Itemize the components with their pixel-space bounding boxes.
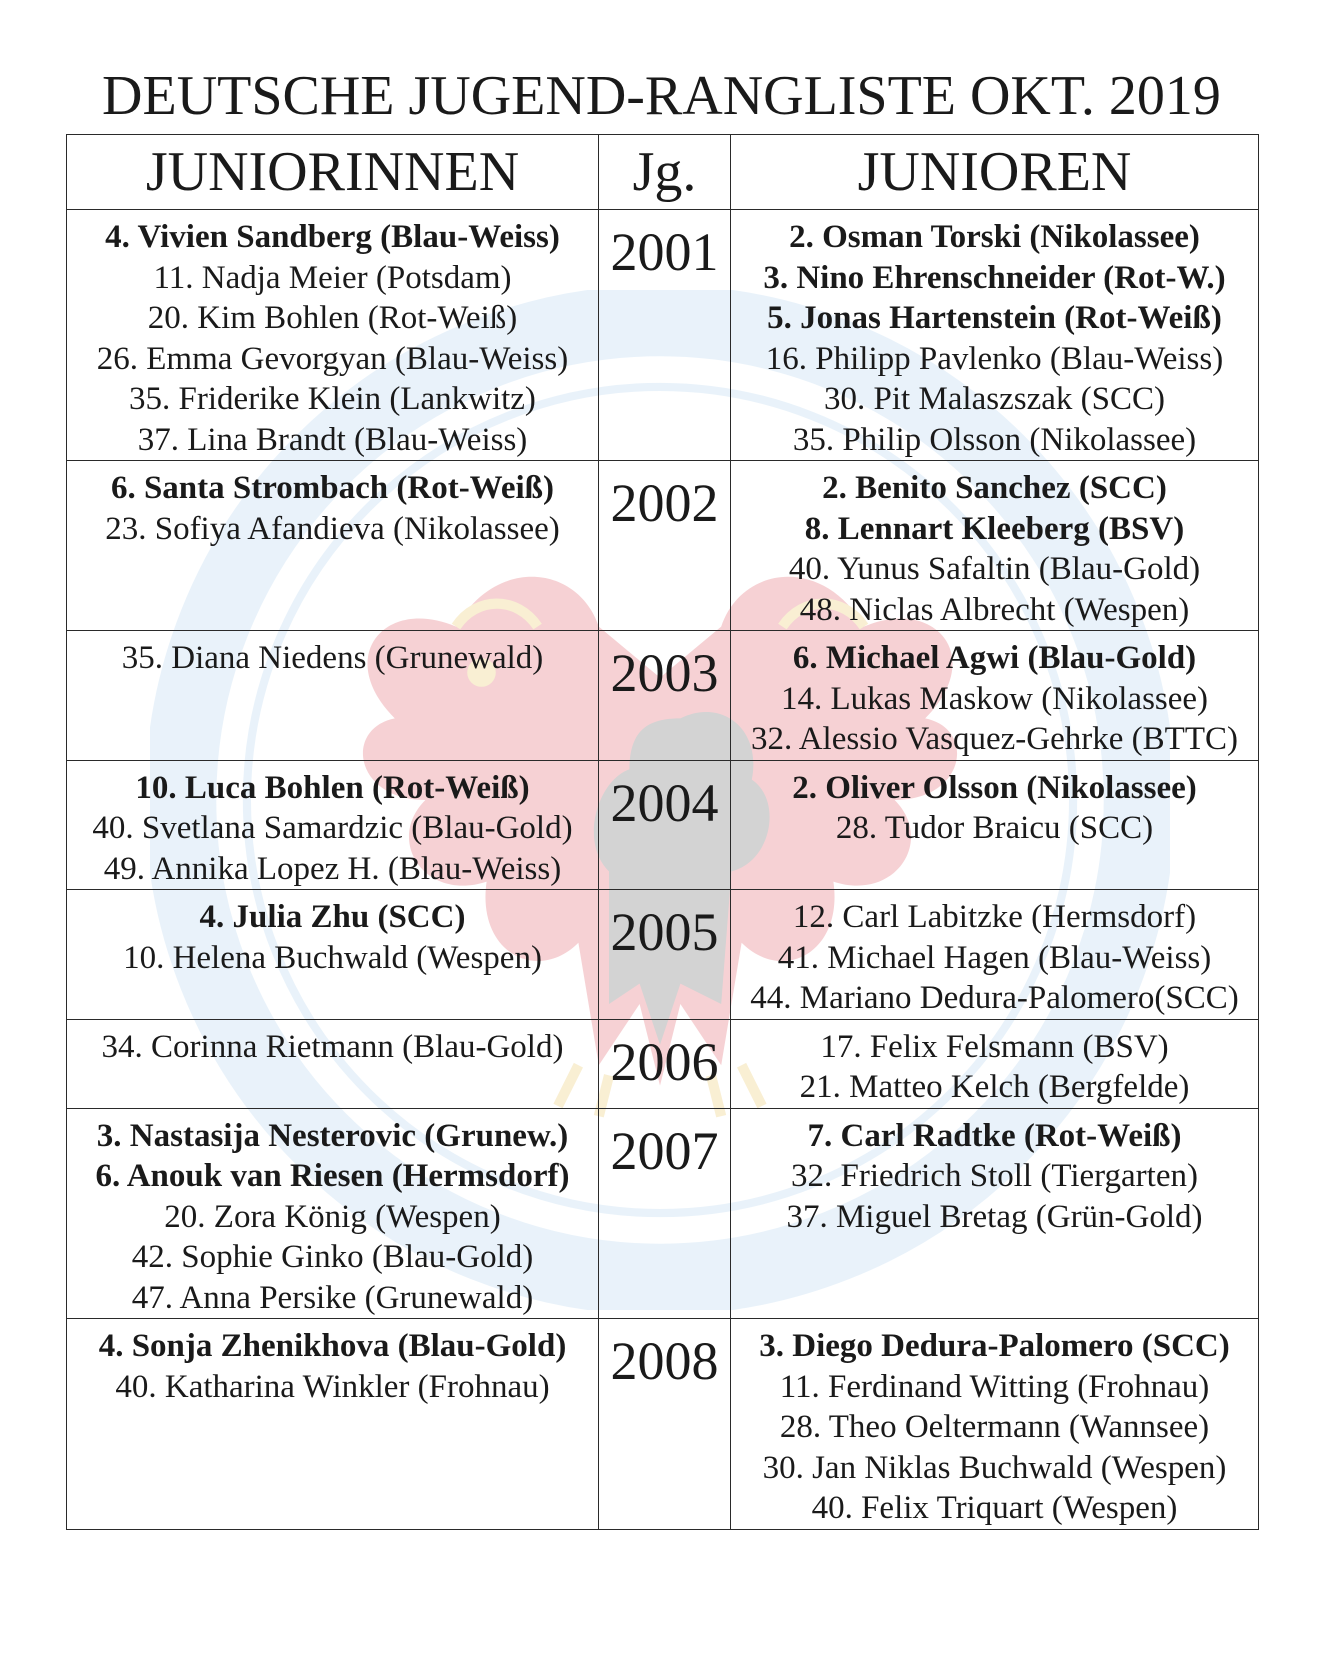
year-cell: 2006 [599, 1019, 731, 1108]
table-row [67, 210, 1259, 461]
table-row [67, 631, 1259, 761]
player-entry: 30. Jan Niklas Buchwald (Wespen) [762, 1449, 1227, 1486]
player-entry: 37. Lina Brandt (Blau-Weiss) [137, 421, 528, 458]
player-entry: 5. Jonas Hartenstein (Rot-Weiß) [767, 300, 1222, 336]
juniorinnen-cell [67, 461, 599, 631]
player-entry: 4. Sonja Zhenikhova (Blau-Gold) [98, 1328, 567, 1364]
year-cell: 2003 [599, 631, 731, 761]
player-entry: 10. Luca Bohlen (Rot-Weiß) [135, 769, 530, 806]
player-entry: 42. Sophie Ginko (Blau-Gold) [131, 1239, 534, 1275]
year-cell: 2001 [599, 210, 731, 461]
player-entry: 40. Svetlana Samardzic (Blau-Gold) [92, 810, 573, 846]
player-entry: 40. Felix Triquart (Wespen) [811, 1490, 1178, 1526]
junioren-cell [731, 1319, 1259, 1530]
player-entry: 20. Zora König (Wespen) [164, 1198, 501, 1235]
player-entry: 6. Michael Agwi (Blau-Gold) [792, 640, 1197, 676]
player-entry: 4. Vivien Sandberg (Blau-Weiss) [105, 219, 560, 255]
junioren-cell [731, 890, 1259, 1020]
ranking-table [66, 134, 1259, 1530]
table-row [67, 1108, 1259, 1319]
junioren-cell [731, 631, 1259, 761]
juniorinnen-cell [67, 631, 599, 761]
player-entry: 40. Katharina Winkler (Frohnau) [115, 1368, 550, 1405]
juniorinnen-cell [67, 890, 599, 1020]
player-entry: 6. Santa Strombach (Rot-Weiß) [110, 470, 555, 506]
header-junioren: JUNIOREN [731, 135, 1259, 210]
player-entry: 11. Nadja Meier (Potsdam) [153, 259, 512, 296]
juniorinnen-cell [67, 760, 599, 890]
juniorinnen-cell [67, 1019, 599, 1108]
player-entry: 34. Corinna Rietmann (Blau-Gold) [101, 1028, 564, 1065]
junioren-cell [731, 760, 1259, 890]
player-entry: 2. Oliver Olsson (Nikolassee) [792, 769, 1197, 806]
year-cell: 2008 [599, 1319, 731, 1530]
year-cell: 2005 [599, 890, 731, 1020]
junioren-cell [731, 1108, 1259, 1319]
player-entry: 40. Yunus Safaltin (Blau-Gold) [788, 551, 1201, 587]
player-entry: 21. Matteo Kelch (Bergfelde) [799, 1069, 1190, 1105]
player-entry: 6. Anouk van Riesen (Hermsdorf) [95, 1158, 570, 1194]
player-entry: 32. Friedrich Stoll (Tiergarten) [791, 1158, 1198, 1194]
player-entry: 35. Diana Niedens (Grunewald) [121, 640, 544, 676]
player-entry: 48. Niclas Albrecht (Wespen) [799, 591, 1190, 628]
juniorinnen-cell [67, 1319, 599, 1530]
player-entry: 37. Miguel Bretag (Grün-Gold) [786, 1198, 1203, 1235]
player-entry: 17. Felix Felsmann (BSV) [820, 1028, 1169, 1065]
junioren-cell [731, 461, 1259, 631]
player-entry: 12. Carl Labitzke (Hermsdorf) [792, 899, 1197, 935]
table-row [67, 461, 1259, 631]
player-entry: 32. Alessio Vasquez-Gehrke (BTTC) [751, 721, 1238, 757]
juniorinnen-cell [67, 210, 599, 461]
player-entry: 4. Julia Zhu (SCC) [199, 899, 466, 935]
player-entry: 23. Sofiya Afandieva (Nikolassee) [105, 510, 560, 547]
table-body [67, 210, 1259, 1530]
player-entry: 47. Anna Persike (Grunewald) [131, 1279, 534, 1316]
header-jahrgang: Jg. [599, 135, 731, 210]
player-entry: 28. Theo Oeltermann (Wannsee) [779, 1409, 1210, 1445]
player-entry: 2. Benito Sanchez (SCC) [822, 470, 1167, 506]
player-entry: 10. Helena Buchwald (Wespen) [123, 939, 542, 976]
player-entry: 44. Mariano Dedura-Palomero(SCC) [750, 980, 1239, 1016]
junioren-cell [731, 210, 1259, 461]
table-row [67, 890, 1259, 1020]
table-row [67, 1019, 1259, 1108]
player-entry: 16. Philipp Pavlenko (Blau-Weiss) [765, 340, 1224, 377]
table-row [67, 760, 1259, 890]
junioren-cell [731, 1019, 1259, 1108]
player-entry: 26. Emma Gevorgyan (Blau-Weiss) [96, 340, 569, 377]
player-entry: 30. Pit Malaszszak (SCC) [824, 381, 1165, 417]
player-entry: 35. Philip Olsson (Nikolassee) [792, 421, 1197, 458]
player-entry: 20. Kim Bohlen (Rot-Weiß) [147, 300, 518, 336]
year-cell: 2002 [599, 461, 731, 631]
player-entry: 7. Carl Radtke (Rot-Weiß) [807, 1117, 1182, 1154]
table-header-row [67, 135, 1259, 210]
player-entry: 28. Tudor Braicu (SCC) [835, 810, 1154, 846]
page-title: DEUTSCHE JUGEND-RANGLISTE OKT. 2019 [102, 65, 1221, 127]
player-entry: 3. Nastasija Nesterovic (Grunew.) [96, 1117, 569, 1154]
player-entry: 41. Michael Hagen (Blau-Weiss) [777, 939, 1212, 976]
player-entry: 8. Lennart Kleeberg (BSV) [804, 510, 1185, 547]
player-entry: 35. Friderike Klein (Lankwitz) [129, 381, 536, 417]
juniorinnen-cell [67, 1108, 599, 1319]
player-entry: 3. Nino Ehrenschneider (Rot-W.) [763, 259, 1226, 296]
year-cell: 2004 [599, 760, 731, 890]
year-cell: 2007 [599, 1108, 731, 1319]
player-entry: 11. Ferdinand Witting (Frohnau) [779, 1368, 1210, 1405]
player-entry: 3. Diego Dedura-Palomero (SCC) [759, 1328, 1230, 1364]
player-entry: 14. Lukas Maskow (Nikolassee) [780, 680, 1209, 717]
player-entry: 49. Annika Lopez H. (Blau-Weiss) [103, 850, 562, 887]
header-juniorinnen: JUNIORINNEN [67, 135, 599, 210]
table-row [67, 1319, 1259, 1530]
player-entry: 2. Osman Torski (Nikolassee) [789, 219, 1200, 255]
